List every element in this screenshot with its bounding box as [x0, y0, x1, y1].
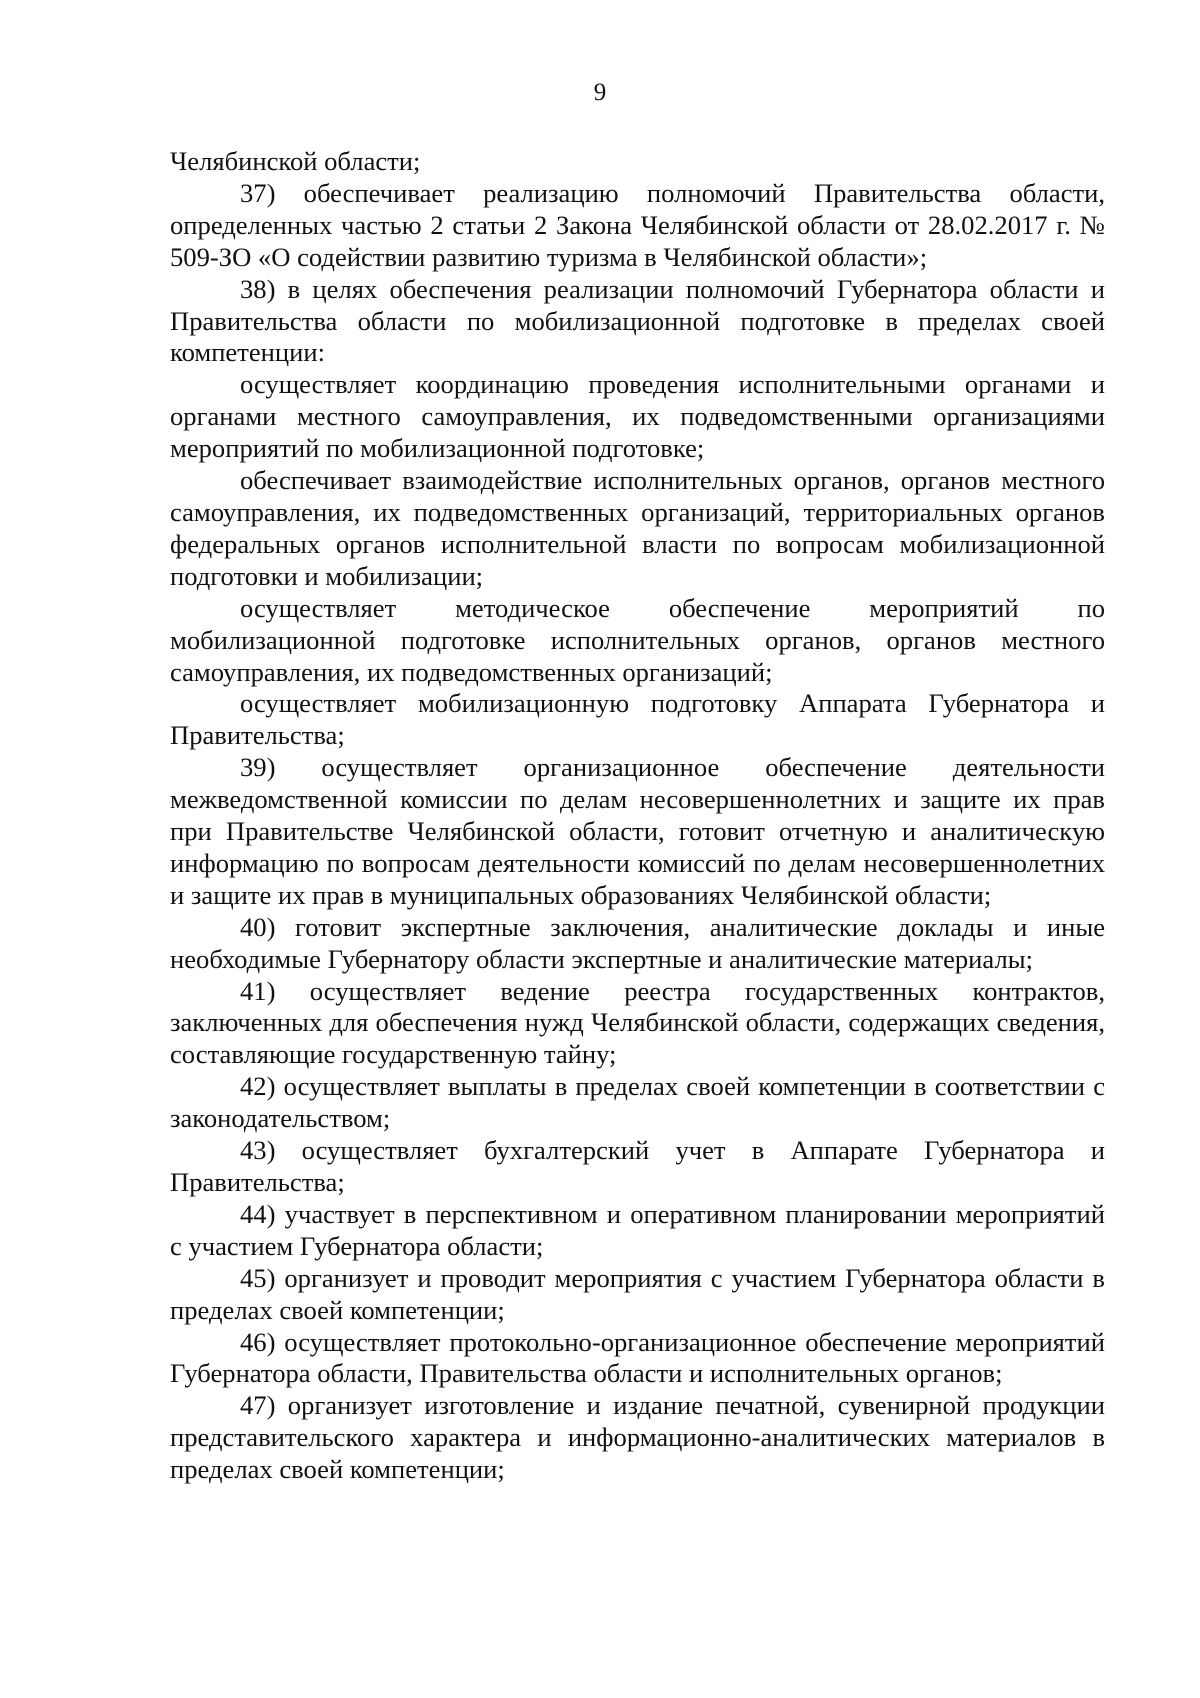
paragraph-item-41: 41) осуществляет ведение реестра государственных контрактов, заключенных для обеспечения нужд Челябинской области, содержащих сведения, составляющие государственную тайну; [170, 975, 1105, 1070]
paragraph-item-40: 40) готовит экспертные заключения, аналитические доклады и иные необходимые Губернатору области экспертные и аналитические материалы; [170, 911, 1105, 974]
paragraph-item-39: 39) осуществляет организационное обеспечение деятельности межведомственной комиссии по делам несовершеннолетних и защите их прав при Правительстве Челябинской области, готовит отчетную и аналитическую информацию по вопросам деятельности комиссий по делам несовершеннолетних и защите их прав в муниципальных образованиях Челябинской области; [170, 752, 1105, 910]
paragraph-item-38: 38) в целях обеспечения реализации полномочий Губернатора области и Правительства области по мобилизационной подготовке в пределах своей компетенции: [170, 273, 1105, 368]
paragraph-continuation: Челябинской области; [170, 146, 421, 176]
paragraph-item-47: 47) организует изготовление и издание печатной, сувенирной продукции представительского характера и информационно-аналитических материалов в пределах своей компетенции; [170, 1390, 1105, 1485]
paragraph-item-43: 43) осуществляет бухгалтерский учет в Аппарате Губернатора и Правительства; [170, 1135, 1105, 1197]
page-number: 9 [593, 79, 607, 106]
document-body [170, 146, 1105, 1486]
paragraph-item-44: 44) участвует в перспективном и оперативном планировании мероприятий с участием Губернатора области; [170, 1198, 1105, 1261]
paragraph-subitem-interaction: обеспечивает взаимодействие исполнительных органов, органов местного самоуправления, их подведомственных организаций, территориальных органов федеральных органов исполнительной власти по вопросам мобилизационной подготовки и мобилизации; [170, 465, 1105, 591]
paragraph-subitem-methodical: осуществляет методическое обеспечение мероприятий по мобилизационной подготовке исполнительных органов, органов местного самоуправления, их подведомственных организаций; [170, 592, 1105, 687]
paragraph-subitem-mobilization: осуществляет мобилизационную подготовку Аппарата Губернатора и Правительства; [170, 688, 1105, 751]
paragraph-item-46: 46) осуществляет протокольно-организационное обеспечение мероприятий Губернатора области, Правительства области и исполнительных органов; [170, 1326, 1105, 1389]
paragraph-subitem-coordination: осуществляет координацию проведения исполнительными органами и органами местного самоуправления, их подведомственными организациями мероприятий по мобилизационной подготовке; [170, 369, 1105, 464]
paragraph-item-37: 37) обеспечивает реализацию полномочий Правительства области, определенных частью 2 статьи 2 Закона Челябинской области от 28.02.2017 г. № 509-ЗО «О содействии развитию туризма в Челябинской области»; [170, 177, 1105, 272]
paragraph-item-45: 45) организует и проводит мероприятия с участием Губернатора области в пределах своей компетенции; [170, 1262, 1105, 1325]
paragraph-item-42: 42) осуществляет выплаты в пределах своей компетенции в соответствии с законодательством; [170, 1071, 1105, 1134]
